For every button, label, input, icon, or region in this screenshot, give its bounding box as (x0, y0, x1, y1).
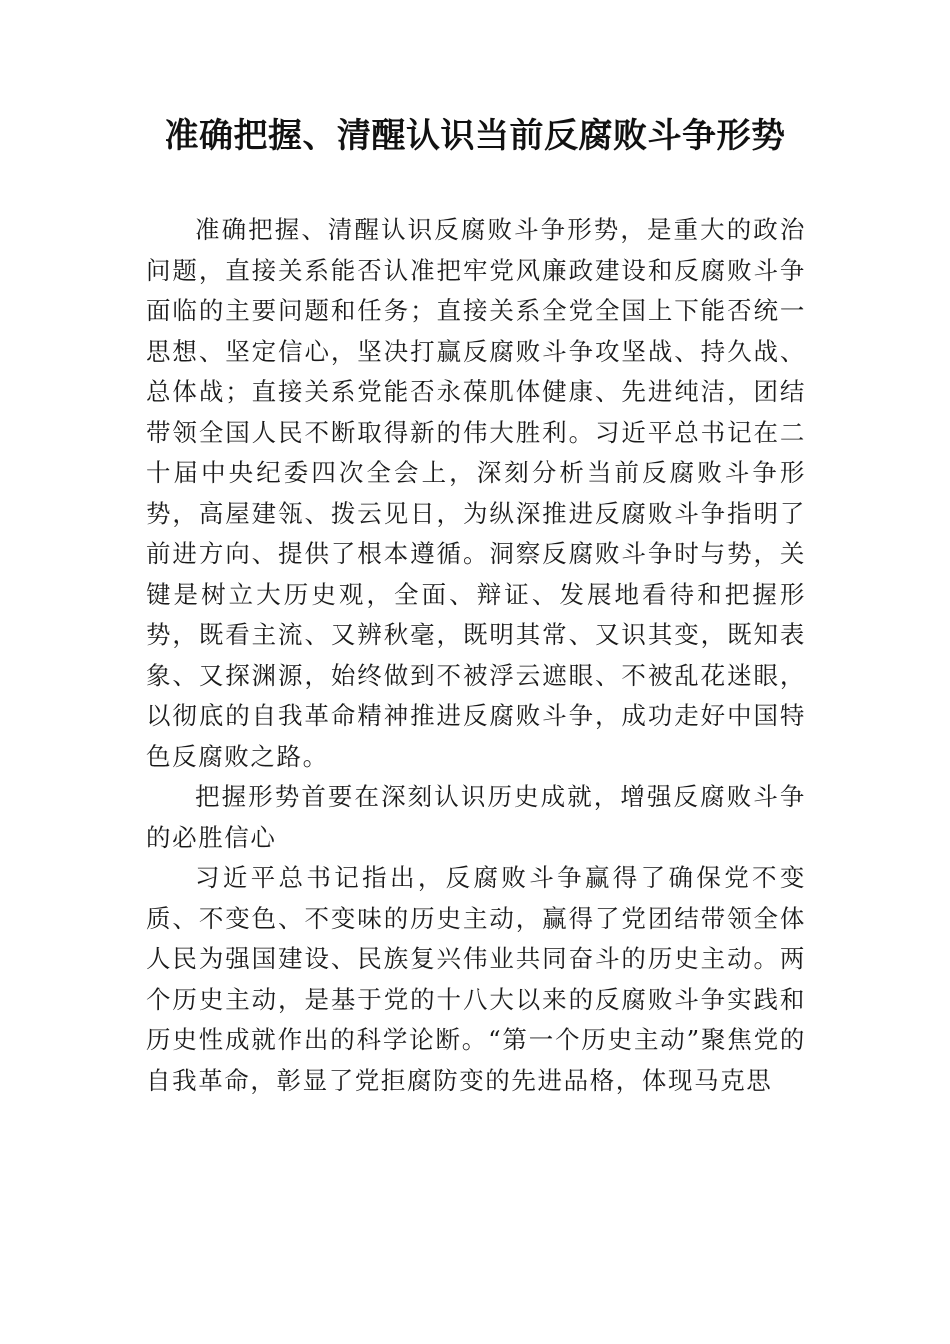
document-title: 准确把握、清醒认识当前反腐败斗争形势 (164, 116, 786, 156)
paragraph-section-heading: 把握形势首要在深刻认识历史成就，增强反腐败斗争的必胜信心 (146, 782, 806, 852)
document-body (146, 210, 806, 1101)
paragraph-history: 习近平总书记指出，反腐败斗争赢得了确保党不变质、不变色、不变味的历史主动，赢得了党团结带领全体人民为强国建设、民族复兴伟业共同奋斗的历史主动。两个历史主动，是基于党的十八大以来的反腐败斗争实践和历史性成就作出的科学论断。“第一个历史主动”聚焦党的自我革命，彰显了党拒腐防变的先进品格，体现马克思 (146, 863, 806, 1095)
paragraph-intro: 准确把握、清醒认识反腐败斗争形势，是重大的政治问题，直接关系能否认准把牢党风廉政建设和反腐败斗争面临的主要问题和任务；直接关系全党全国上下能否统一思想、坚定信心，坚决打赢反腐败斗争攻坚战、持久战、总体战；直接关系党能否永葆肌体健康、先进纯洁，团结带领全国人民不断取得新的伟大胜利。习近平总书记在二十届中央纪委四次全会上，深刻分析当前反腐败斗争形势，高屋建瓴、拨云见日，为纵深推进反腐败斗争指明了前进方向、提供了根本遵循。洞察反腐败斗争时与势，关键是树立大历史观，全面、辩证、发展地看待和把握形势，既看主流、又辨秋毫，既明其常、又识其变，既知表象、又探渊源，始终做到不被浮云遮眼、不被乱花迷眼，以彻底的自我革命精神推进反腐败斗争，成功走好中国特色反腐败之路。 (146, 215, 806, 771)
